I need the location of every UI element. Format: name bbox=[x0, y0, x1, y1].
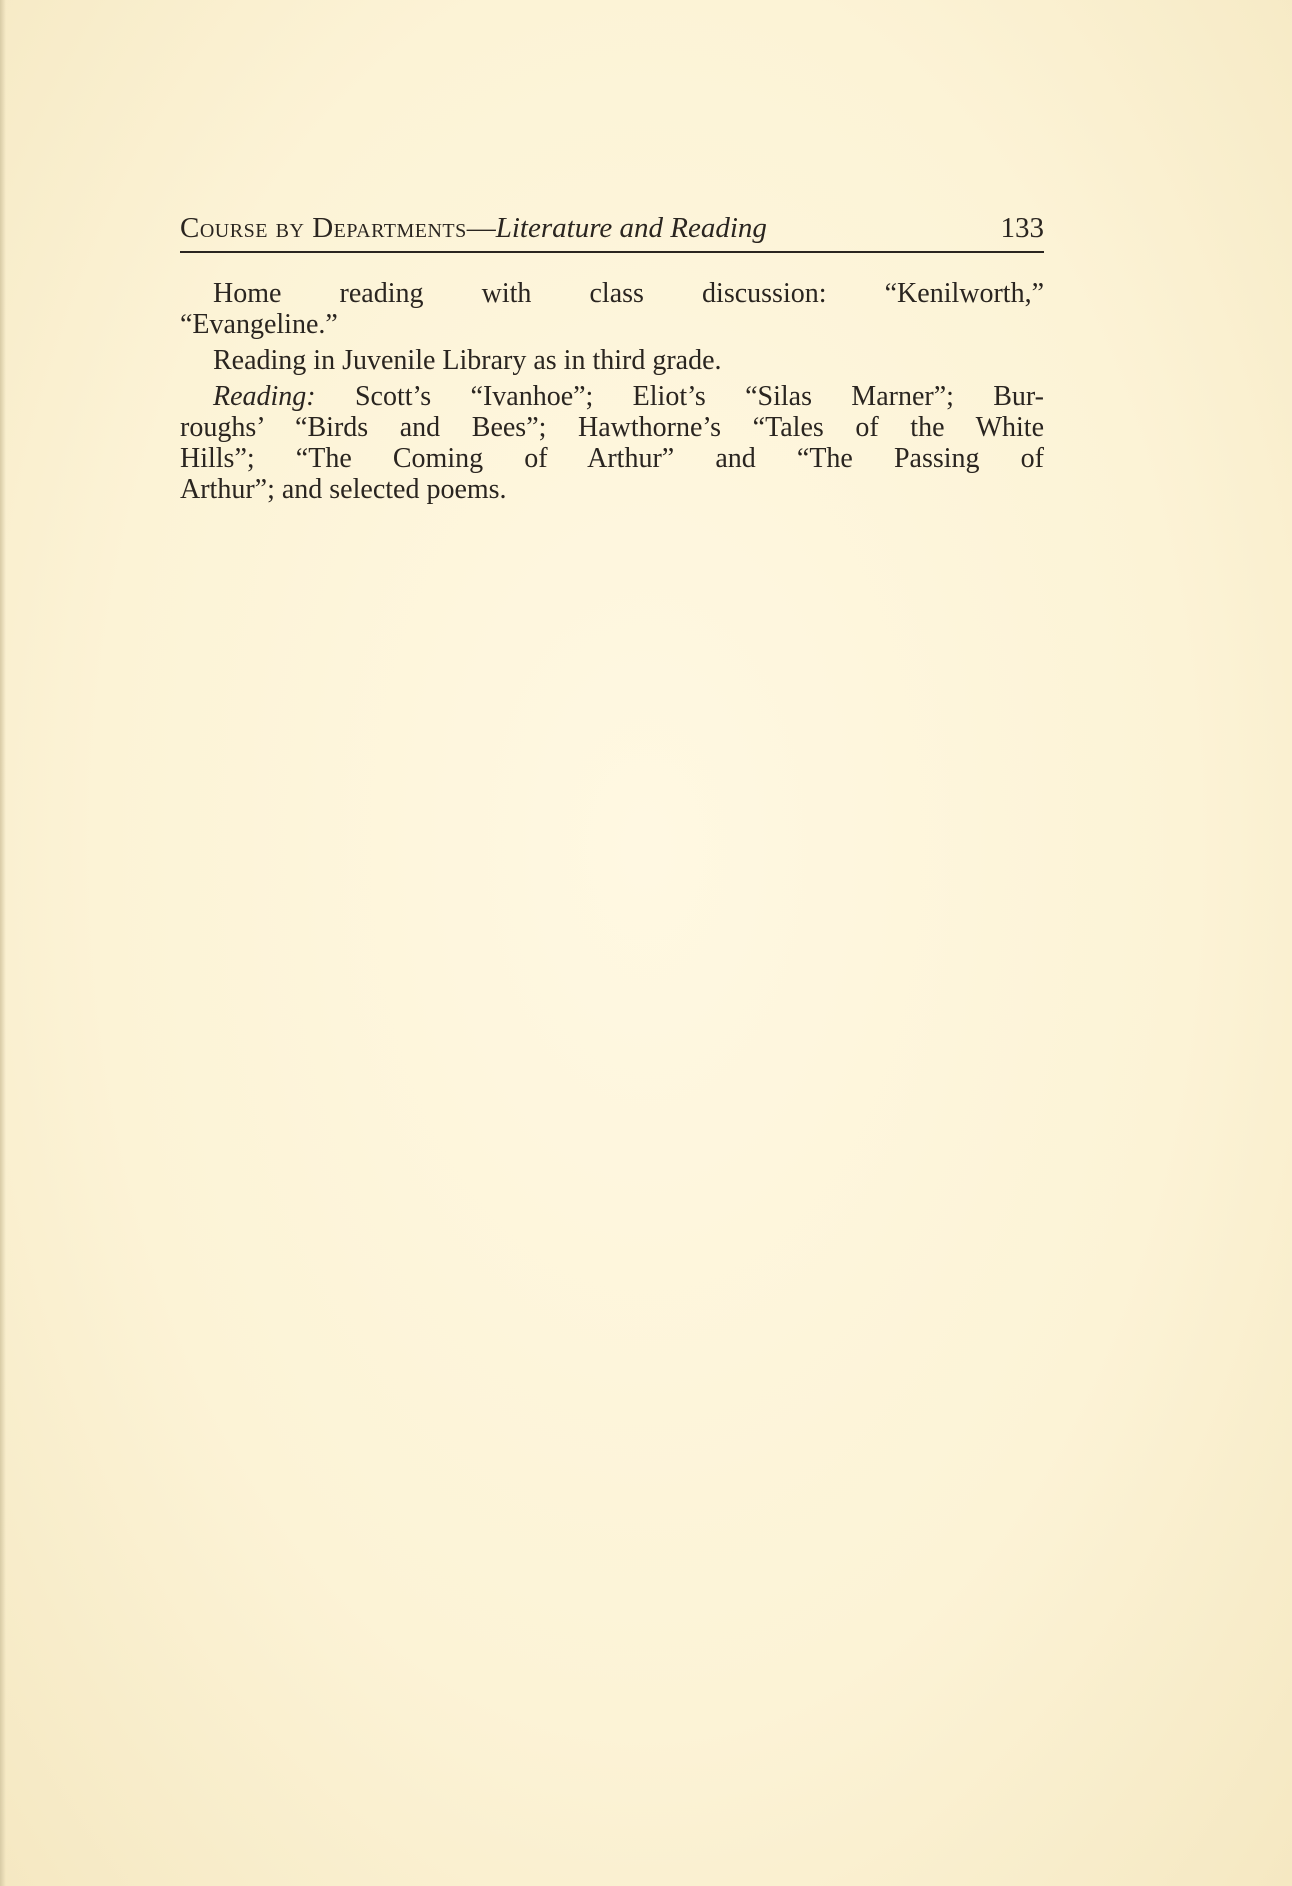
running-head-dash: — bbox=[466, 212, 496, 244]
paragraph-reading-list bbox=[180, 381, 1044, 505]
text-line: roughs’ “Birds and Bees”; Hawthorne’s “Tales of the White bbox=[180, 412, 1044, 443]
paragraph-home-reading bbox=[180, 278, 1044, 340]
running-head-subject: Literature and Reading bbox=[495, 212, 767, 244]
page-edge-shadow bbox=[0, 0, 6, 1886]
text-fragment: Scott’s “Ivanhoe”; Eliot’s “Silas Marner”; Bur- bbox=[315, 381, 1044, 412]
reading-label: Reading: bbox=[213, 381, 316, 412]
text-line: Reading in Juvenile Library as in third grade. bbox=[213, 345, 722, 376]
text-line: Arthur”; and selected poems. bbox=[180, 474, 507, 505]
running-head-section: Course by Departments bbox=[180, 212, 467, 244]
text-line: Hills”; “The Coming of Arthur” and “The Passing of bbox=[180, 443, 1044, 474]
page-number: 133 bbox=[1000, 212, 1044, 244]
running-head bbox=[180, 205, 1044, 253]
text-line: “Evangeline.” bbox=[180, 309, 338, 340]
paragraph-juvenile-library bbox=[180, 345, 1044, 376]
body-text bbox=[180, 278, 1044, 510]
text-line: Home reading with class discussion: “Kenilworth,” bbox=[213, 278, 1044, 309]
text-line bbox=[180, 381, 1044, 412]
